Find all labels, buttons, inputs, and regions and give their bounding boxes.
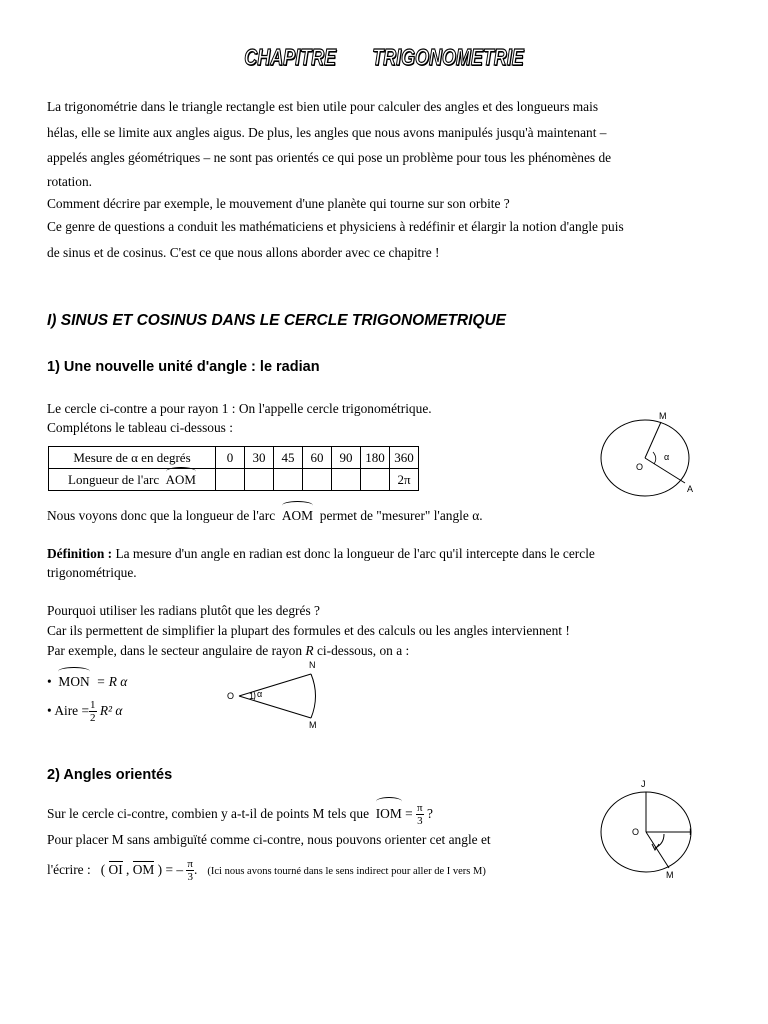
fraction-den: 2 <box>90 712 96 725</box>
intro-line: appelés angles géométriques – ne sont pas orientés ce qui pose un problème pour tous les phénomènes de <box>47 150 612 165</box>
table-cell <box>216 469 245 491</box>
table-cell: 360 <box>390 447 419 469</box>
arc-measure-text <box>47 506 483 526</box>
table-row <box>49 469 419 491</box>
definition-line-2: trigonométrique. <box>47 565 137 580</box>
arc-mon: MON <box>58 672 89 692</box>
oriented-question <box>47 802 433 827</box>
arc-formula: = R α <box>96 674 128 689</box>
oriented-question-prefix: Sur le cercle ci-contre, combien y a-t-il de points M tels que <box>47 806 370 821</box>
oriented-text: Pour placer M sans ambiguïté comme ci-contre, nous pouvons orienter cet angle et <box>47 832 491 847</box>
bullet-icon: • <box>47 674 52 689</box>
fraction-num: 1 <box>90 699 96 712</box>
intro-paragraph <box>47 94 624 266</box>
radius-om <box>646 832 669 868</box>
sector-arc <box>311 674 316 718</box>
equals-sign: = <box>405 806 413 821</box>
intro-line: Ce genre de questions a conduit les mathématiciens et physiciens à redéfinir et élargir la notion d'angle puis <box>47 218 624 234</box>
arc-aom: AOM <box>165 471 196 487</box>
radius-label-one: 1 <box>249 691 255 701</box>
fraction-den: 3 <box>187 871 193 884</box>
arc-measure-prefix: Nous voyons donc que la longueur de l'arc <box>47 508 276 523</box>
vector-oi: OI <box>108 862 123 877</box>
orientation-arc <box>655 834 664 848</box>
notation-equals: ) = – <box>157 862 184 877</box>
arc-length-label: Longueur de l'arc <box>68 471 160 487</box>
area-formula: R² α <box>99 703 123 718</box>
arc-aom: AOM <box>282 506 313 526</box>
table-row <box>49 447 419 469</box>
example-prefix: Par exemple, dans le secteur angulaire de rayon <box>47 643 303 658</box>
example-suffix: ci-dessous, on a : <box>316 643 410 658</box>
point-label-i: I <box>689 827 692 837</box>
arc-iom: IOM <box>376 802 402 826</box>
fraction-den: 3 <box>417 815 423 828</box>
subsection-heading-oriented: 2) Angles orientés <box>47 767 173 783</box>
table-cell: 30 <box>245 447 274 469</box>
intro-line: La trigonométrie dans le triangle rectangle est bien utile pour calculer des angles et des longueurs mais <box>47 99 599 114</box>
fraction-pi-3 <box>416 802 424 827</box>
table-cell-label <box>49 469 216 491</box>
table-cell-label: Mesure de α en degrés <box>49 447 216 469</box>
subsection-heading-radian: 1) Une nouvelle unité d'angle : le radian <box>47 359 320 375</box>
intro-line: rotation. <box>47 173 92 189</box>
table-cell <box>245 469 274 491</box>
oriented-note: (Ici nous avons tourné dans le sens indirect pour aller de I vers M) <box>207 866 486 877</box>
point-label-a: A <box>687 484 694 494</box>
fraction-num: π <box>417 802 423 815</box>
bullet-arc-formula <box>47 672 127 692</box>
angular-sector-diagram <box>222 658 332 730</box>
point-label-m: M <box>666 870 674 880</box>
point-label-n: N <box>309 660 316 670</box>
definition-line-1 <box>47 544 595 564</box>
intro-line: de sinus et de cosinus. C'est ce que nous allons aborder avec ce chapitre ! <box>47 244 440 260</box>
intro-line: hélas, elle se limite aux angles aigus. De plus, les angles que nous avons manipulés jusqu'à maintenant – <box>47 124 607 140</box>
table-cell <box>332 469 361 491</box>
oriented-circle-diagram <box>592 776 704 882</box>
table-cell <box>361 469 390 491</box>
point-label-o: O <box>227 691 235 701</box>
area-prefix: Aire = <box>54 703 90 718</box>
table-cell: 180 <box>361 447 390 469</box>
intro-line: Comment décrire par exemple, le mouvement d'une planète qui tourne sur son orbite ? <box>47 195 510 211</box>
oriented-angle-notation: l'écrire : ( OI , OM ) = – $\frac{\pi}{3}$ . (Ici nous avons tourné dans le sens indirect pour aller de I vers M) <box>47 858 486 884</box>
table-cell: 2π <box>390 469 419 491</box>
radian-text-2: Complétons le tableau ci-dessous : <box>47 420 233 435</box>
question-text: Pourquoi utiliser les radians plutôt que les degrés ? <box>47 603 320 618</box>
chapter-title: CHAPITRE TRIGONOMETRIE <box>244 44 524 70</box>
definition-text: La mesure d'un angle en radian est donc la longueur de l'arc qu'il intercepte dans le cercle <box>115 546 595 561</box>
definition-label: Définition : <box>47 546 113 561</box>
angle-label-alpha: α <box>257 689 263 699</box>
sector-angle-arc <box>254 692 255 700</box>
question-mark: ? <box>426 806 433 821</box>
angle-arc <box>653 452 656 464</box>
bullet-area-formula <box>47 697 122 725</box>
degree-table <box>48 446 419 491</box>
arc-measure-suffix: permet de "mesurer" l'angle α. <box>319 508 483 523</box>
radian-text-1: Le cercle ci-contre a pour rayon 1 : On l'appelle cercle trigonométrique. <box>47 401 432 416</box>
bullet-icon: • <box>47 703 52 718</box>
radius-r: R <box>305 643 314 658</box>
notation-prefix: l'écrire : <box>47 862 91 877</box>
table-cell <box>274 469 303 491</box>
point-label-o: O <box>632 827 640 837</box>
table-cell: 60 <box>303 447 332 469</box>
table-cell <box>303 469 332 491</box>
table-cell: 0 <box>216 447 245 469</box>
fraction-pi-3 <box>186 858 194 883</box>
point-label-m: M <box>659 411 667 421</box>
point-label-o: O <box>636 462 644 472</box>
answer-text: Car ils permettent de simplifier la plupart des formules et des calculs ou les angles interviennent ! <box>47 623 570 638</box>
trig-circle-diagram <box>596 408 706 500</box>
angle-label-alpha: α <box>664 452 670 462</box>
fraction-num: π <box>187 858 193 871</box>
fraction-half <box>89 699 97 724</box>
section-heading: I) SINUS ET COSINUS DANS LE CERCLE TRIGONOMETRIQUE <box>47 312 506 329</box>
point-label-j: J <box>641 779 646 789</box>
vector-om: OM <box>132 862 155 877</box>
table-cell: 45 <box>274 447 303 469</box>
table-cell: 90 <box>332 447 361 469</box>
point-label-m: M <box>309 720 317 730</box>
